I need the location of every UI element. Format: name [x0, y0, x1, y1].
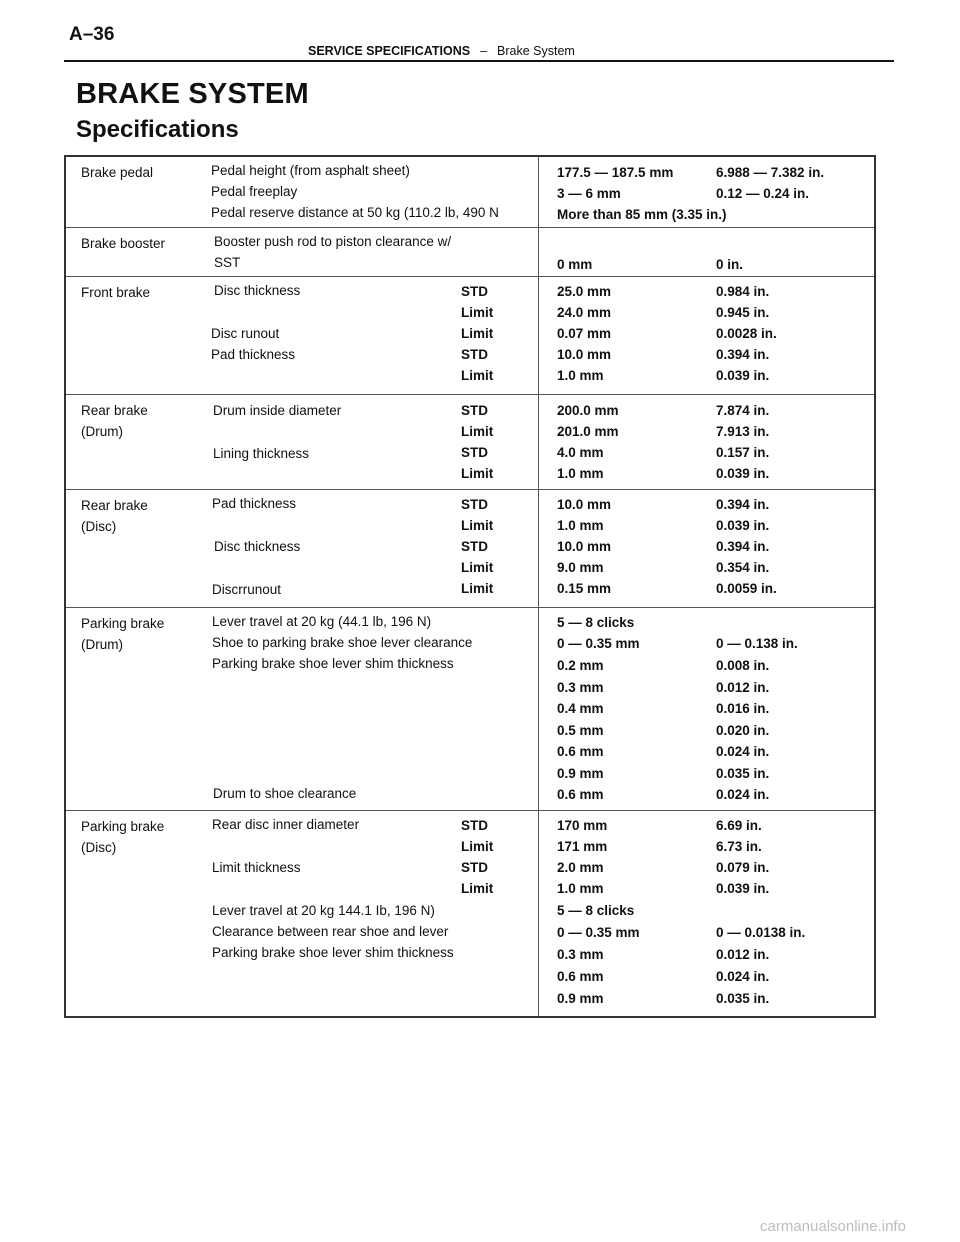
header-rule	[64, 60, 894, 62]
value-in: 0.984 in.	[716, 284, 770, 299]
value-mm: 0.5 mm	[557, 723, 604, 738]
value-mm: 0 — 0.35 mm	[557, 925, 640, 940]
value-mm: 177.5 — 187.5 mm	[557, 165, 674, 180]
category-line: (Drum)	[81, 637, 123, 652]
param-label: Disc thickness	[214, 539, 301, 554]
param-label: Pedal reserve distance at 50 kg (110.2 lb, 490 N	[211, 205, 499, 220]
category-label	[81, 400, 148, 442]
std-label: STD	[461, 818, 488, 833]
value-in: 0.12 — 0.24 in.	[716, 186, 810, 201]
row-parking-brake-drum	[66, 608, 874, 811]
value-in: 7.874 in.	[716, 403, 770, 418]
column-divider	[538, 277, 539, 394]
row-brake-pedal	[66, 157, 874, 228]
row-rear-brake-drum	[66, 395, 874, 490]
header-separator: –	[480, 44, 488, 58]
param-label: Rear disc inner diameter	[212, 817, 360, 832]
category-label	[81, 816, 164, 858]
param-label: Lever travel at 20 kg 144.1 Ib, 196 N)	[212, 903, 435, 918]
value-mm: 0 — 0.35 mm	[557, 636, 640, 651]
value-mm: 201.0 mm	[557, 424, 619, 439]
running-head	[308, 44, 575, 58]
param-label: Parking brake shoe lever shim thickness	[212, 945, 454, 960]
std-label: Limit	[461, 560, 494, 575]
std-label: Limit	[461, 839, 494, 854]
param-label: SST	[214, 255, 241, 270]
std-label: STD	[461, 284, 488, 299]
param-label: Shoe to parking brake shoe lever clearance	[212, 635, 473, 650]
value-in: 0.394 in.	[716, 497, 770, 512]
std-label: Limit	[461, 466, 494, 481]
value-mm: 1.0 mm	[557, 518, 604, 533]
value-in: 0.035 in.	[716, 766, 770, 781]
value-mm: 200.0 mm	[557, 403, 619, 418]
param-label: Limit thickness	[212, 860, 301, 875]
value-in: 0.008 in.	[716, 658, 770, 673]
value-in: 0.012 in.	[716, 947, 770, 962]
std-label: Limit	[461, 326, 494, 341]
category-line: Parking brake	[81, 819, 165, 834]
value-mm: 4.0 mm	[557, 445, 604, 460]
param-label: Disc runout	[211, 326, 280, 341]
row-front-brake	[66, 277, 874, 395]
category-label: Front brake	[81, 285, 151, 300]
column-divider	[538, 157, 539, 227]
category-label	[81, 495, 148, 537]
value-mm: 0.9 mm	[557, 766, 604, 781]
value-mm: 24.0 mm	[557, 305, 612, 320]
column-divider	[538, 228, 539, 276]
value-in: 0.024 in.	[716, 969, 770, 984]
value-in: 0.079 in.	[716, 860, 770, 875]
value-mm: 0.9 mm	[557, 991, 604, 1006]
param-label: Pedal freeplay	[211, 184, 298, 199]
value-in: 0.024 in.	[716, 744, 770, 759]
param-label: Drum inside diameter	[213, 403, 342, 418]
value-mm: 0 mm	[557, 257, 593, 272]
value-in: 7.913 in.	[716, 424, 770, 439]
column-divider	[538, 490, 539, 607]
value-full: More than 85 mm (3.35 in.)	[557, 207, 727, 222]
param-label: Pad thickness	[212, 496, 297, 511]
category-label	[81, 613, 164, 655]
column-divider	[538, 395, 539, 489]
value-mm: 25.0 mm	[557, 284, 612, 299]
value-mm: 0.3 mm	[557, 947, 604, 962]
value-in: 6.69 in.	[716, 818, 762, 833]
param-label: Discrrunout	[212, 582, 282, 597]
value-mm: 10.0 mm	[557, 497, 612, 512]
std-label: STD	[461, 497, 488, 512]
std-label: Limit	[461, 424, 494, 439]
value-in: 0.039 in.	[716, 368, 770, 383]
value-in: 6.988 — 7.382 in.	[716, 165, 825, 180]
std-label: STD	[461, 860, 488, 875]
value-mm: 0.07 mm	[557, 326, 612, 341]
category-line: (Disc)	[81, 519, 117, 534]
value-in: 0 — 0.0138 in.	[716, 925, 806, 940]
row-rear-brake-disc	[66, 490, 874, 608]
value-mm: 0.6 mm	[557, 787, 604, 802]
column-divider	[538, 608, 539, 810]
row-parking-brake-disc	[66, 811, 874, 1016]
param-label: Pad thickness	[211, 347, 296, 362]
category-line: (Disc)	[81, 840, 117, 855]
std-label: Limit	[461, 368, 494, 383]
value-mm: 1.0 mm	[557, 881, 604, 896]
page-title: BRAKE SYSTEM	[76, 78, 309, 110]
value-mm: 170 mm	[557, 818, 608, 833]
value-in: 0.039 in.	[716, 518, 770, 533]
value-mm: 0.3 mm	[557, 680, 604, 695]
value-in: 0.012 in.	[716, 680, 770, 695]
value-mm: 0.2 mm	[557, 658, 604, 673]
watermark: carmanualsonline.info	[760, 1218, 906, 1235]
param-label: Clearance between rear shoe and lever	[212, 924, 449, 939]
category-line: Parking brake	[81, 616, 165, 631]
param-label: Parking brake shoe lever shim thickness	[212, 656, 454, 671]
value-in: 0.157 in.	[716, 445, 770, 460]
value-mm: 2.0 mm	[557, 860, 604, 875]
std-label: Limit	[461, 581, 494, 596]
value-mm: 5 — 8 clicks	[557, 903, 635, 918]
value-in: 0 in.	[716, 257, 744, 272]
value-in: 0.0059 in.	[716, 581, 777, 596]
category-label: Brake pedal	[81, 165, 154, 180]
spec-table	[64, 155, 876, 1018]
category-line: Rear brake	[81, 498, 148, 513]
std-label: Limit	[461, 305, 494, 320]
value-mm: 0.6 mm	[557, 744, 604, 759]
value-mm: 9.0 mm	[557, 560, 604, 575]
std-label: STD	[461, 403, 488, 418]
value-mm: 0.4 mm	[557, 701, 604, 716]
value-in: 0.945 in.	[716, 305, 770, 320]
category-label: Brake booster	[81, 236, 166, 251]
value-in: 0.020 in.	[716, 723, 770, 738]
value-in: 0.039 in.	[716, 466, 770, 481]
value-in: 0.024 in.	[716, 787, 770, 802]
value-mm: 10.0 mm	[557, 347, 612, 362]
column-divider	[538, 811, 539, 1016]
value-in: 0.354 in.	[716, 560, 770, 575]
param-label: Booster push rod to piston clearance w/	[214, 234, 452, 249]
param-label: Lever travel at 20 kg (44.1 lb, 196 N)	[212, 614, 432, 629]
value-mm: 1.0 mm	[557, 368, 604, 383]
subsection-title: Brake System	[497, 44, 575, 58]
value-in: 6.73 in.	[716, 839, 762, 854]
param-label: Lining thickness	[213, 446, 310, 461]
std-label: Limit	[461, 518, 494, 533]
param-label: Disc thickness	[214, 283, 301, 298]
page-number: A–36	[69, 24, 115, 45]
value-in: 0.016 in.	[716, 701, 770, 716]
std-label: STD	[461, 539, 488, 554]
section-title: SERVICE SPECIFICATIONS	[308, 44, 471, 58]
value-in: 0.394 in.	[716, 347, 770, 362]
param-label: Pedal height (from asphalt sheet)	[211, 163, 410, 178]
page-subtitle: Specifications	[76, 116, 239, 143]
value-mm: 1.0 mm	[557, 466, 604, 481]
value-in: 0.394 in.	[716, 539, 770, 554]
value-mm: 3 — 6 mm	[557, 186, 621, 201]
value-mm: 10.0 mm	[557, 539, 612, 554]
value-mm: 0.6 mm	[557, 969, 604, 984]
value-in: 0.0028 in.	[716, 326, 777, 341]
value-mm: 0.15 mm	[557, 581, 612, 596]
value-in: 0.039 in.	[716, 881, 770, 896]
value-in: 0.035 in.	[716, 991, 770, 1006]
std-label: STD	[461, 445, 488, 460]
value-mm: 171 mm	[557, 839, 608, 854]
row-brake-booster	[66, 228, 874, 277]
category-line: (Drum)	[81, 424, 123, 439]
std-label: Limit	[461, 881, 494, 896]
std-label: STD	[461, 347, 488, 362]
value-mm: 5 — 8 clicks	[557, 615, 635, 630]
param-label: Drum to shoe clearance	[213, 786, 357, 801]
value-in: 0 — 0.138 in.	[716, 636, 798, 651]
category-line: Rear brake	[81, 403, 148, 418]
